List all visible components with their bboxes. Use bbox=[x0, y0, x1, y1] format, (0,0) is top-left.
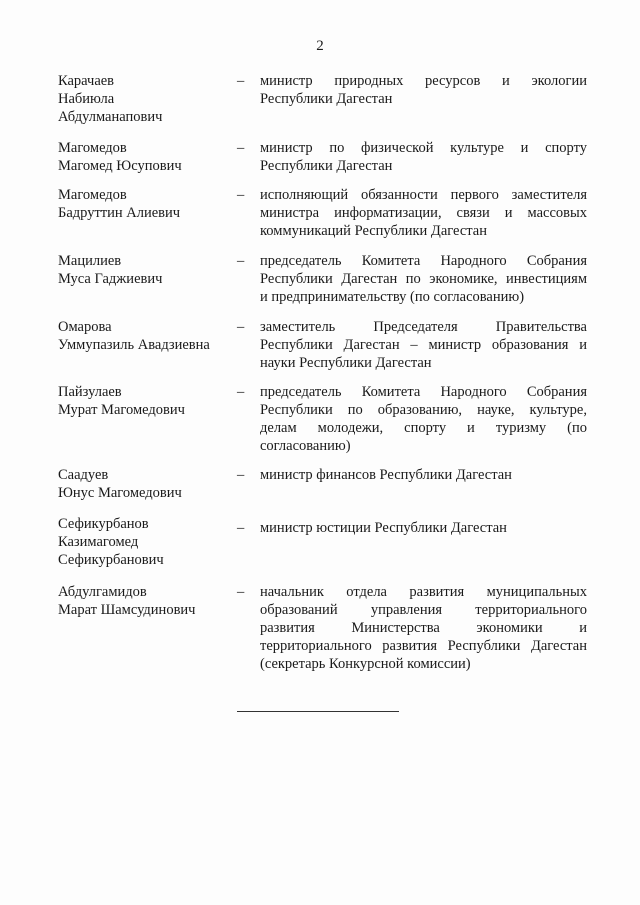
member-position bbox=[260, 466, 587, 484]
member-name-line: Уммупазиль Авадзиевна bbox=[58, 337, 210, 353]
member-position-line: председатель Комитета Народного Собрания bbox=[260, 384, 587, 400]
member-position-line: территориального развития Республики Дагестан bbox=[260, 638, 587, 654]
member-name bbox=[58, 139, 233, 175]
member-position-line: коммуникаций Республики Дагестан bbox=[260, 223, 487, 239]
member-name bbox=[58, 466, 233, 502]
member-name-line: Бадруттин Алиевич bbox=[58, 205, 181, 221]
member-name bbox=[58, 72, 233, 126]
member-position bbox=[260, 519, 587, 537]
member-dash: – bbox=[237, 253, 245, 269]
member-name bbox=[58, 583, 233, 619]
member-dash: – bbox=[237, 140, 245, 156]
member-position bbox=[260, 318, 587, 372]
page-number: 2 bbox=[316, 38, 324, 54]
member-name-line: Абдулманапович bbox=[58, 109, 163, 125]
member-position-line: Республики Дагестан – министр образования и bbox=[260, 337, 587, 353]
closing-rule bbox=[237, 711, 399, 712]
member-position-line: развития Министерства экономики и bbox=[260, 620, 587, 636]
member-dash: – bbox=[237, 520, 245, 536]
member-position-line: образований управления территориального bbox=[260, 602, 587, 618]
member-position-line: министр юстиции Республики Дагестан bbox=[260, 520, 507, 536]
member-dash: – bbox=[237, 584, 245, 600]
member-position-line: министр природных ресурсов и экологии bbox=[260, 73, 587, 89]
member-name-line: Мацилиев bbox=[58, 253, 122, 269]
member-position-line: министр финансов Республики Дагестан bbox=[260, 467, 512, 483]
member-dash: – bbox=[237, 384, 245, 400]
member-name-line: Юнус Магомедович bbox=[58, 485, 182, 501]
member-position-line: Республики Дагестан bbox=[260, 91, 393, 107]
member-position-line: председатель Комитета Народного Собрания bbox=[260, 253, 587, 269]
member-name-line: Омарова bbox=[58, 319, 112, 335]
member-name bbox=[58, 383, 233, 419]
member-position-line: Республики Дагестан bbox=[260, 158, 393, 174]
member-name-line: Магомед Юсупович bbox=[58, 158, 182, 174]
member-name-line: Казимагомед bbox=[58, 534, 139, 550]
member-name-line: Муса Гаджиевич bbox=[58, 271, 163, 287]
member-position bbox=[260, 139, 587, 175]
member-name bbox=[58, 318, 233, 354]
member-name-line: Сефикурбанович bbox=[58, 552, 164, 568]
member-dash: – bbox=[237, 319, 245, 335]
member-position-line: министр по физической культуре и спорту bbox=[260, 140, 587, 156]
member-name-line: Абдулгамидов bbox=[58, 584, 147, 600]
member-name bbox=[58, 186, 233, 222]
member-name-line: Магомедов bbox=[58, 140, 127, 156]
member-name-line: Набиюла bbox=[58, 91, 115, 107]
member-name-line: Мурат Магомедович bbox=[58, 402, 185, 418]
member-name-line: Марат Шамсудинович bbox=[58, 602, 196, 618]
member-position bbox=[260, 186, 587, 240]
member-position-line: исполняющий обязанности первого заместителя bbox=[260, 187, 587, 203]
member-position-line: (секретарь Конкурсной комиссии) bbox=[260, 656, 471, 672]
member-position-line: согласованию) bbox=[260, 438, 351, 454]
member-name-line: Сефикурбанов bbox=[58, 516, 149, 532]
member-position bbox=[260, 72, 587, 108]
member-position-line: министра информатизации, связи и массовых bbox=[260, 205, 587, 221]
member-position-line: и предпринимательству (по согласованию) bbox=[260, 289, 525, 305]
member-position-line: Республики по образованию, науке, культуре, bbox=[260, 402, 587, 418]
member-name-line: Пайзулаев bbox=[58, 384, 122, 400]
member-position bbox=[260, 383, 587, 455]
member-position-line: делам молодежи, спорту и туризму (по bbox=[260, 420, 587, 436]
member-position bbox=[260, 583, 587, 673]
member-name bbox=[58, 515, 233, 569]
member-name-line: Карачаев bbox=[58, 73, 115, 89]
member-position-line: Республики Дагестан по экономике, инвестициям bbox=[260, 271, 587, 287]
member-dash: – bbox=[237, 73, 245, 89]
member-name bbox=[58, 252, 233, 288]
member-name-line: Саадуев bbox=[58, 467, 109, 483]
member-position-line: науки Республики Дагестан bbox=[260, 355, 432, 371]
member-name-line: Магомедов bbox=[58, 187, 127, 203]
member-position bbox=[260, 252, 587, 306]
member-position-line: начальник отдела развития муниципальных bbox=[260, 584, 587, 600]
member-dash: – bbox=[237, 187, 245, 203]
member-dash: – bbox=[237, 467, 245, 483]
member-position-line: заместитель Председателя Правительства bbox=[260, 319, 587, 335]
